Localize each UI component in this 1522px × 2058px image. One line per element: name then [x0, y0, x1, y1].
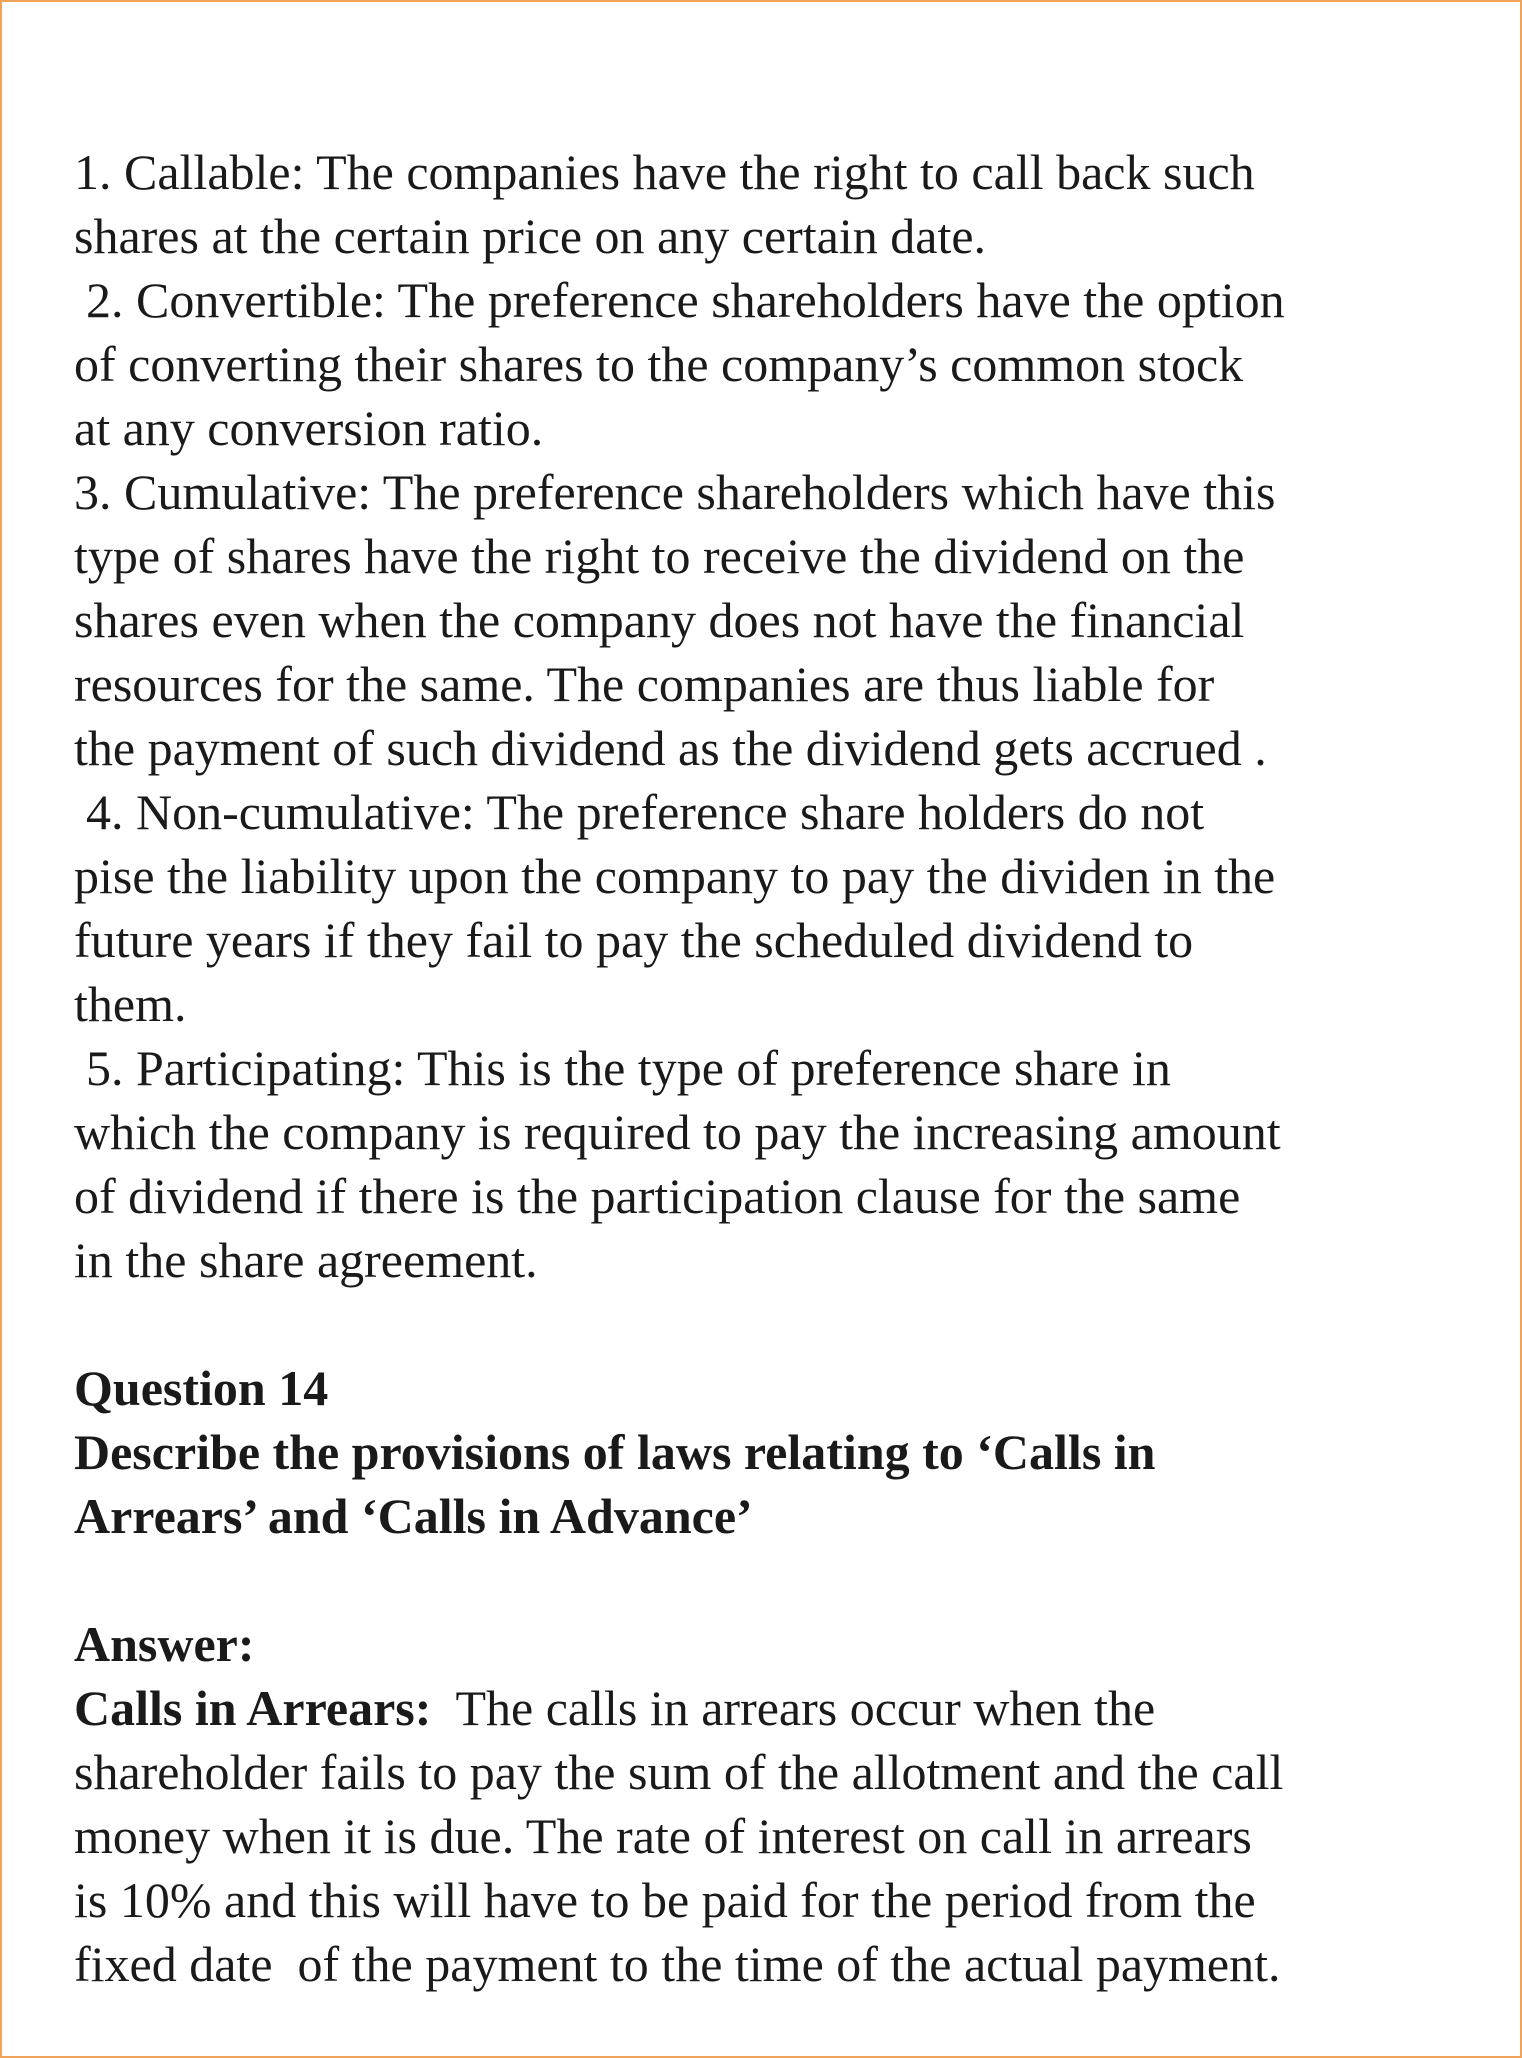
list-line: 3. Cumulative: The preference shareholders which have this [74, 464, 1276, 520]
calls-in-arrears-label: Calls in Arrears: [74, 1680, 432, 1736]
list-line: 2. Convertible: The preference shareholders have the option [86, 272, 1285, 328]
list-line: resources for the same. The companies are thus liable for [74, 656, 1215, 712]
list-item-convertible [74, 268, 1474, 460]
list-item-non-cumulative [74, 780, 1474, 1036]
list-line: pise the liability upon the company to pay the dividen in the [74, 848, 1276, 904]
answer-heading: Answer: [74, 1616, 255, 1672]
document-body [74, 140, 1474, 1996]
list-line: future years if they fail to pay the scheduled dividend to [74, 912, 1194, 968]
list-item-cumulative [74, 460, 1474, 780]
list-line: 1. Callable: The companies have the right to call back such [74, 144, 1255, 200]
question-prompt: Describe the provisions of laws relating to ‘Calls in [74, 1424, 1156, 1480]
question-heading: Question 14 [74, 1360, 329, 1416]
question-prompt: Arrears’ and ‘Calls in Advance’ [74, 1488, 753, 1544]
list-line: of converting their shares to the company’s common stock [74, 336, 1244, 392]
answer-first-line [74, 1676, 1474, 1740]
answer-line: is 10% and this will have to be paid for the period from the [74, 1872, 1256, 1928]
answer-line: money when it is due. The rate of interest on call in arrears [74, 1808, 1252, 1864]
list-line: shares at the certain price on any certain date. [74, 208, 987, 264]
spacer [74, 1292, 1474, 1356]
list-line: at any conversion ratio. [74, 400, 544, 456]
answer-text: The calls in arrears occur when the [431, 1680, 1156, 1736]
answer-line: shareholder fails to pay the sum of the allotment and the call [74, 1744, 1284, 1800]
list-line: in the share agreement. [74, 1232, 538, 1288]
question-block [74, 1356, 1474, 1548]
list-line: type of shares have the right to receive the dividend on the [74, 528, 1245, 584]
list-line: them. [74, 976, 187, 1032]
list-line: 5. Participating: This is the type of preference share in [86, 1040, 1171, 1096]
list-line: the payment of such dividend as the dividend gets accrued . [74, 720, 1267, 776]
list-line: 4. Non-cumulative: The preference share holders do not [86, 784, 1205, 840]
list-line: which the company is required to pay the increasing amount [74, 1104, 1281, 1160]
list-line: shares even when the company does not have the financial [74, 592, 1245, 648]
list-line: of dividend if there is the participation clause for the same [74, 1168, 1241, 1224]
spacer [74, 1548, 1474, 1612]
list-item-participating [74, 1036, 1474, 1292]
answer-line: fixed date of the payment to the time of the actual payment. [74, 1936, 1281, 1992]
answer-block [74, 1612, 1474, 1996]
list-item-callable [74, 140, 1474, 268]
